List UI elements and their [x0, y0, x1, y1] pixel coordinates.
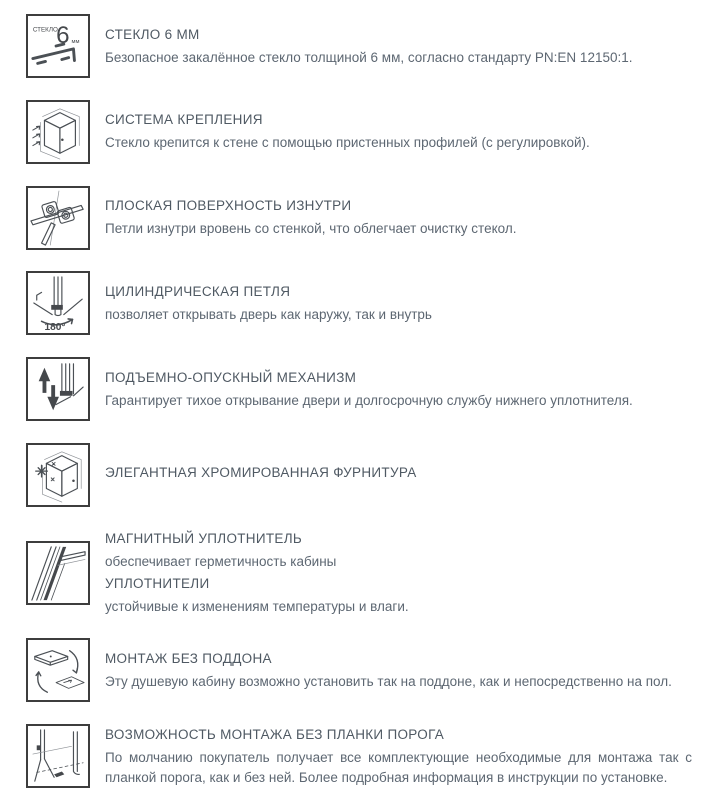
feature-text [105, 110, 590, 153]
feature-text [105, 529, 409, 617]
feature-row-flat-surface [26, 186, 692, 250]
flush-hinge-icon [26, 186, 90, 250]
feature-title: ПОДЪЕМНО-ОПУСКНЫЙ МЕХАНИЗМ [105, 369, 357, 385]
feature-title: ПЛОСКАЯ ПОВЕРХНОСТЬ ИЗНУТРИ [105, 198, 352, 213]
chrome-hardware-icon [26, 443, 90, 507]
feature-title: МОНТАЖ БЕЗ ПОДДОНА [105, 650, 272, 666]
feature-row-no-threshold [26, 724, 692, 788]
feature-text [105, 649, 672, 692]
wall-mounting-icon [26, 100, 90, 164]
feature-title: ЭЛЕГАНТНАЯ ХРОМИРОВАННАЯ ФУРНИТУРА [105, 465, 417, 481]
no-threshold-strip-icon [26, 724, 90, 788]
feature-row-chrome-hardware [26, 443, 692, 507]
feature-title-secondary: УПЛОТНИТЕЛИ [105, 575, 210, 591]
feature-row-mounting-system [26, 100, 692, 164]
hinge-angle-label: 180° [44, 322, 66, 333]
feature-title: СИСТЕМА КРЕПЛЕНИЯ [105, 112, 263, 128]
feature-title: СТЕКЛО 6 ММ [105, 26, 200, 42]
feature-text [105, 368, 633, 411]
feature-title: МАГНИТНЫЙ УПЛОТНИТЕЛЬ [105, 530, 303, 546]
feature-text [105, 25, 632, 68]
feature-row-cylindrical-hinge [26, 271, 692, 335]
feature-description: По молчанию покупатель получает все комплектующие необходимые для монтажа так с планкой порога, как и без ней. Более подробная информация в инструкции по установке. [105, 749, 692, 785]
feature-row-magnetic-seal [26, 529, 692, 617]
feature-description: Эту душевую кабину возможно установить так на поддоне, как и непосредственно на пол. [105, 673, 672, 689]
feature-title: ВОЗМОЖНОСТЬ МОНТАЖА БЕЗ ПЛАНКИ ПОРОГА [105, 726, 445, 742]
feature-description: Стекло крепится к стене с помощью пристенных профилей (с регулировкой). [105, 135, 590, 151]
feature-description-secondary: устойчивые к изменениям температуры и влаги. [105, 598, 409, 614]
feature-text [105, 725, 692, 788]
glass-icon-label-unit: мм [71, 39, 80, 46]
feature-text [105, 463, 417, 486]
feature-description: Петли изнутри вровень со стенкой, что облегчает очистку стекол. [105, 221, 517, 236]
feature-description: обеспечивает герметичность кабины [105, 553, 337, 569]
glass-6mm-icon [26, 14, 90, 78]
feature-row-glass-6mm [26, 14, 692, 78]
glass-icon-label-big: 6 [56, 22, 70, 50]
no-tray-mounting-icon [26, 638, 90, 702]
feature-description: Безопасное закалённое стекло толщиной 6 мм, согласно стандарту PN:EN 12150:1. [105, 49, 633, 65]
glass-icon-label-small: СТЕКЛО [32, 26, 58, 34]
feature-text [105, 282, 432, 325]
feature-description: позволяет открывать дверь как наружу, так и внутрь [105, 306, 432, 322]
cylindrical-hinge-icon [26, 271, 90, 335]
lift-lower-mechanism-icon [26, 357, 90, 421]
feature-row-no-tray [26, 638, 692, 702]
feature-description: Гарантирует тихое открывание двери и долгосрочную службу нижнего уплотнителя. [105, 392, 633, 408]
feature-text [105, 196, 516, 239]
feature-title: ЦИЛИНДРИЧЕСКАЯ ПЕТЛЯ [105, 283, 291, 299]
magnetic-seal-icon [26, 541, 90, 605]
feature-row-lift-mechanism [26, 357, 692, 421]
